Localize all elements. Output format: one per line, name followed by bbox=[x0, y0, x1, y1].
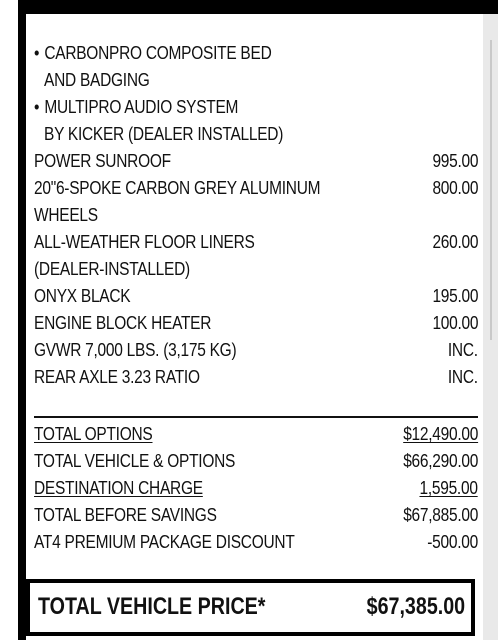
option-label: ENGINE BLOCK HEATER bbox=[34, 313, 212, 333]
option-price: INC. bbox=[448, 367, 478, 387]
feature-label: • CARBONPRO COMPOSITE BED bbox=[34, 41, 271, 65]
option-label: ONYX BLACK bbox=[34, 286, 131, 306]
sheet-left-border bbox=[18, 0, 26, 640]
total-row bbox=[34, 449, 478, 473]
total-label: AT4 PREMIUM PACKAGE DISCOUNT bbox=[34, 532, 295, 552]
option-row bbox=[34, 230, 478, 254]
option-label: POWER SUNROOF bbox=[34, 151, 171, 171]
total-value: $66,290.00 bbox=[403, 451, 478, 471]
option-price: 195.00 bbox=[432, 286, 478, 306]
option-label: REAR AXLE 3.23 RATIO bbox=[34, 367, 200, 387]
total-value: $67,885.00 bbox=[403, 505, 478, 525]
option-row-continued bbox=[34, 203, 478, 227]
option-price: 260.00 bbox=[432, 232, 478, 252]
feature-label-line2: BY KICKER (DEALER INSTALLED) bbox=[44, 124, 284, 144]
total-value: $12,490.00 bbox=[403, 424, 478, 444]
grand-total-label: TOTAL VEHICLE PRICE* bbox=[38, 593, 266, 620]
option-row bbox=[34, 176, 478, 200]
total-label: TOTAL BEFORE SAVINGS bbox=[34, 505, 217, 525]
option-row bbox=[34, 311, 478, 335]
option-label-line2: WHEELS bbox=[34, 205, 98, 225]
total-value: 1,595.00 bbox=[419, 478, 478, 498]
option-label: ALL-WEATHER FLOOR LINERS bbox=[34, 232, 255, 252]
option-label: 20"6-SPOKE CARBON GREY ALUMINUM bbox=[34, 178, 321, 198]
option-label-line2: (DEALER-INSTALLED) bbox=[34, 259, 190, 279]
option-price: 800.00 bbox=[432, 178, 478, 198]
option-row-continued bbox=[34, 257, 478, 281]
feature-label-line2: AND BADGING bbox=[44, 70, 150, 90]
option-price: 995.00 bbox=[432, 151, 478, 171]
option-label: GVWR 7,000 LBS. (3,175 KG) bbox=[34, 340, 237, 360]
option-row bbox=[34, 365, 478, 389]
total-row bbox=[34, 503, 478, 527]
feature-item-continued bbox=[34, 122, 478, 146]
option-price: 100.00 bbox=[432, 313, 478, 333]
total-vehicle-price-box bbox=[26, 579, 475, 636]
page-edge-line bbox=[490, 40, 492, 340]
total-label: TOTAL VEHICLE & OPTIONS bbox=[34, 451, 236, 471]
option-row bbox=[34, 149, 478, 173]
feature-item-continued bbox=[34, 68, 478, 92]
option-price: INC. bbox=[448, 340, 478, 360]
section-divider bbox=[34, 416, 478, 418]
total-row bbox=[34, 530, 478, 554]
sheet-top-border bbox=[18, 0, 498, 14]
total-label: DESTINATION CHARGE bbox=[34, 478, 203, 498]
total-label: TOTAL OPTIONS bbox=[34, 424, 153, 444]
option-row bbox=[34, 338, 478, 362]
option-row bbox=[34, 284, 478, 308]
feature-item bbox=[34, 95, 478, 119]
grand-total-value: $67,385.00 bbox=[366, 593, 465, 620]
total-row bbox=[34, 476, 478, 500]
total-row bbox=[34, 422, 478, 446]
total-value: -500.00 bbox=[427, 532, 478, 552]
feature-label: • MULTIPRO AUDIO SYSTEM bbox=[34, 95, 238, 119]
feature-item bbox=[34, 41, 478, 65]
